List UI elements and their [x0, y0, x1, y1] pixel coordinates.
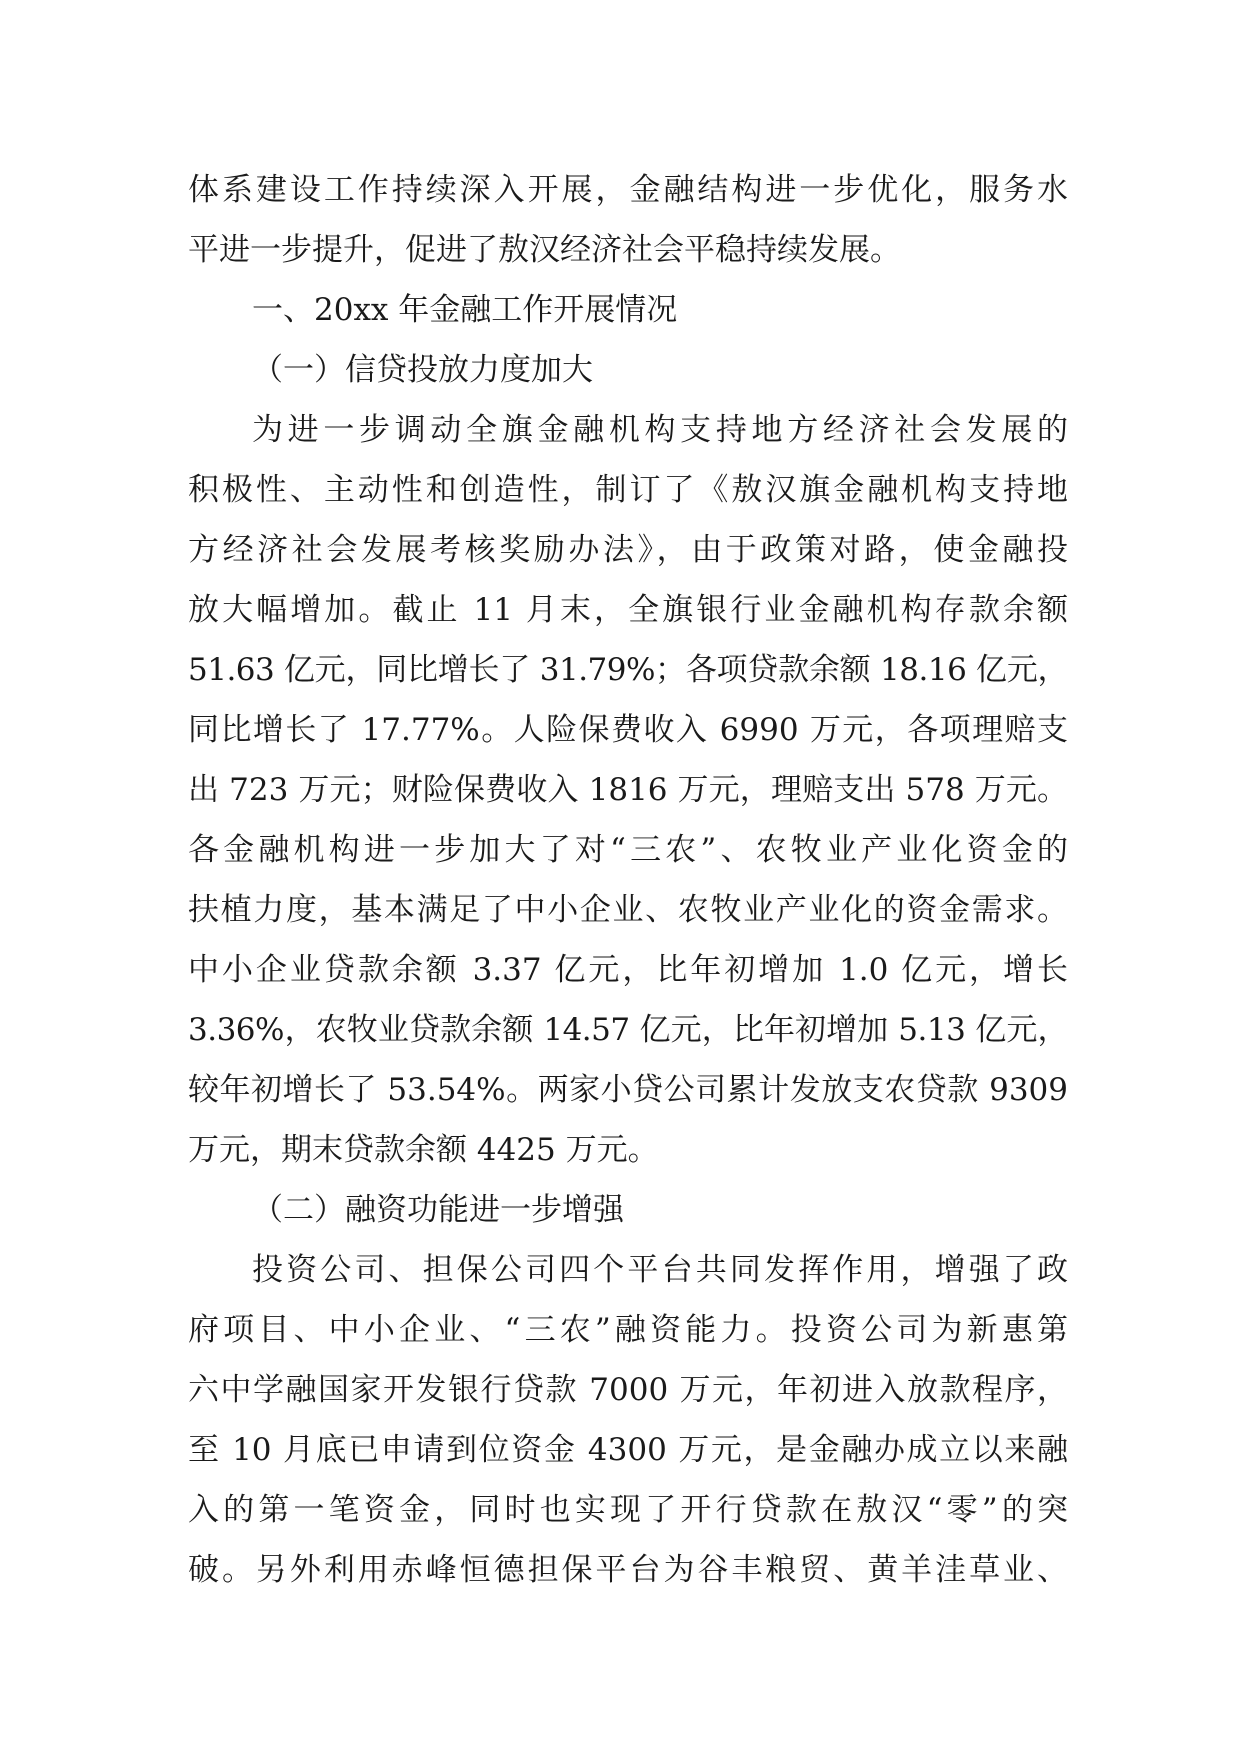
text-line: 扶植力度，基本满足了中小企业、农牧业产业化的资金需求。 [188, 892, 1068, 928]
text-line: 同比增长了 17.77%。人险保费收入 6990 万元，各项理赔支 [188, 712, 1068, 748]
paragraph-first-line: 投资公司、担保公司四个平台共同发挥作用，增强了政 [252, 1252, 1068, 1288]
subsection-heading: （二）融资功能进一步增强 [252, 1192, 624, 1228]
text-line: 破。另外利用赤峰恒德担保平台为谷丰粮贸、黄羊洼草业、 [188, 1552, 1068, 1588]
section-heading: 一、20xx 年金融工作开展情况 [252, 292, 678, 328]
text-line: 3.36%，农牧业贷款余额 14.57 亿元，比年初增加 5.13 亿元， [188, 1012, 1068, 1048]
text-line: 较年初增长了 53.54%。两家小贷公司累计发放支农贷款 9309 [188, 1072, 1068, 1108]
text-line: 体系建设工作持续深入开展，金融结构进一步优化，服务水 [188, 172, 1068, 208]
text-line: 出 723 万元；财险保费收入 1816 万元，理赔支出 578 万元。 [188, 772, 1068, 808]
text-line: 各金融机构进一步加大了对“三农”、农牧业产业化资金的 [188, 832, 1068, 868]
text-line: 入的第一笔资金，同时也实现了开行贷款在敖汉“零”的突 [188, 1492, 1068, 1528]
text-line: 放大幅增加。截止 11 月末，全旗银行业金融机构存款余额 [188, 592, 1068, 628]
text-line: 方经济社会发展考核奖励办法》，由于政策对路，使金融投 [188, 532, 1068, 568]
text-line: 51.63 亿元，同比增长了 31.79%；各项贷款余额 18.16 亿元， [188, 652, 1068, 688]
text-line: 府项目、中小企业、“三农”融资能力。投资公司为新惠第 [188, 1312, 1068, 1348]
text-line: 至 10 月底已申请到位资金 4300 万元，是金融办成立以来融 [188, 1432, 1068, 1468]
paragraph-first-line: 为进一步调动全旗金融机构支持地方经济社会发展的 [252, 412, 1068, 448]
text-line: 积极性、主动性和创造性，制订了《敖汉旗金融机构支持地 [188, 472, 1068, 508]
text-line: 平进一步提升，促进了敖汉经济社会平稳持续发展。 [188, 232, 901, 268]
text-line: 中小企业贷款余额 3.37 亿元，比年初增加 1.0 亿元，增长 [188, 952, 1068, 988]
document-body [188, 160, 1068, 1600]
text-line: 万元，期末贷款余额 4425 万元。 [188, 1132, 659, 1168]
text-line: 六中学融国家开发银行贷款 7000 万元，年初进入放款程序， [188, 1372, 1068, 1408]
subsection-heading: （一）信贷投放力度加大 [252, 352, 593, 388]
